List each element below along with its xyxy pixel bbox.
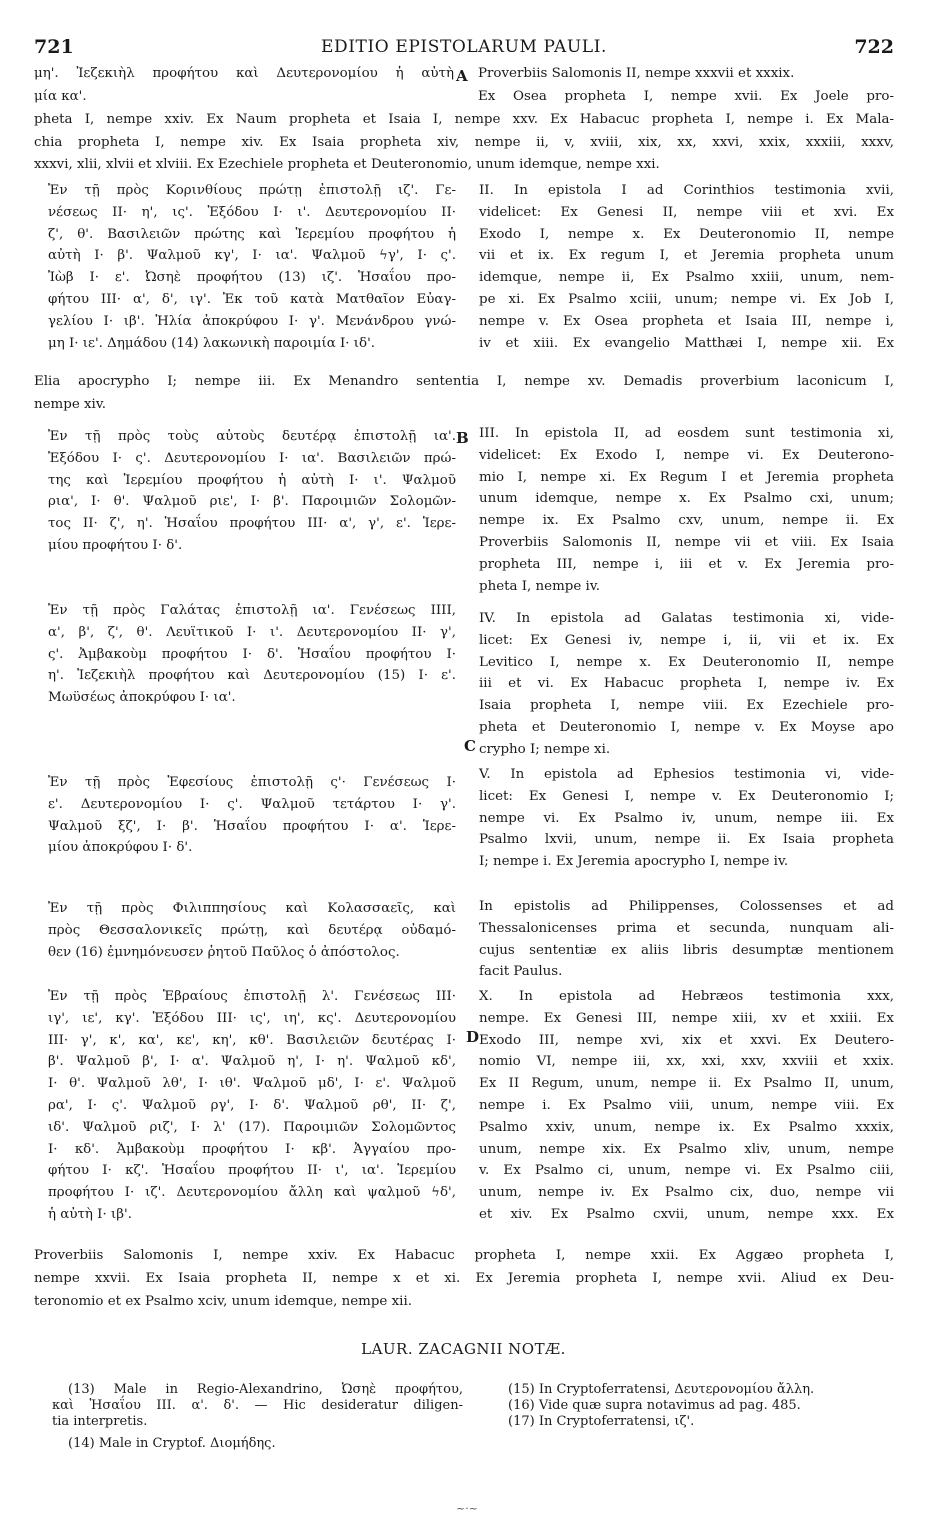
intro-line: pheta I, nempe xxiv. Ex Naum propheta et Isaia I, nempe xxv. Ex Habacuc propheta I, nempe i. Ex Mala- [34, 112, 894, 127]
greek-column-line: Ἐν τῇ πρὸς Γαλάτας ἐπιστολῇ ια'. Γενέσεως ΙΙΙΙ, [48, 603, 456, 618]
latin-column-line: nempe ix. Ex Psalmo cxv, unum, nempe ii. Ex [479, 513, 894, 529]
running-header [34, 36, 894, 62]
greek-column-line: ρα', Ι· ς'. Ψαλμοῦ ργ', Ι· δ'. Ψαλμοῦ ρθ', ΙΙ· ζ', [48, 1098, 456, 1113]
greek-column-line: γελίου Ι· ιβ'. Ἠλία ἀποκρύφου Ι· γ'. Μενάνδρου γνώ- [48, 313, 456, 329]
intro-line: μία κα'. [34, 89, 87, 104]
latin-column-line: nempe vi. Ex Psalmo iv, unum, nempe iii. Ex [479, 810, 894, 826]
latin-column-line: idemque, nempe ii, Ex Psalmo xxiii, unum, nem- [479, 270, 894, 286]
margin-letter-d: D [466, 1028, 480, 1046]
greek-column-line: Ἐν τῇ πρὸς Φιλιππησίους καὶ Κολασσαεῖς, καὶ [48, 901, 456, 916]
full-width-line: teronomio et ex Psalmo xciv, unum idemque, nempe xii. [34, 1294, 412, 1309]
latin-column-line: Proverbiis Salomonis II, nempe vii et viii. Ex Isaia [479, 535, 894, 550]
latin-column-line: licet: Ex Genesi I, nempe v. Ex Deuteronomio I; [479, 788, 894, 804]
latin-column-line: nempe i. Ex Psalmo viii, unum, nempe viii. Ex [479, 1098, 894, 1113]
latin-column-line: propheta III, nempe i, iii et v. Ex Jeremia pro- [479, 556, 894, 572]
latin-column-line: Ex II Regum, unum, nempe ii. Ex Psalmo II, unum, [479, 1076, 894, 1092]
full-width-line: nempe xxvii. Ex Isaia propheta II, nempe x et xi. Ex Jeremia propheta I, nempe xvii. Aliud ex Deu- [34, 1271, 894, 1286]
latin-column-line: videlicet: Ex Exodo I, nempe vi. Ex Deuterono- [479, 447, 894, 463]
latin-column-line: V. In epistola ad Ephesios testimonia vi, vide- [479, 767, 894, 782]
intro-line: chia propheta I, nempe xiv. Ex Isaia propheta xiv, nempe ii, v, xviii, xix, xx, xxvi, xxix, xxxiii, xxxv, [34, 134, 894, 150]
greek-column-line: ζ', θ'. Βασιλειῶν πρώτης καὶ Ἱερεμίου προφήτου ἡ [48, 226, 456, 242]
greek-column-line: ε'. Δευτερονομίου Ι· ς'. Ψαλμοῦ τετάρτου Ι· γ'. [48, 796, 456, 812]
greek-column-line: τος ΙΙ· ζ', η'. Ἡσαΐου προφήτου ΙΙΙ· α', γ', ε'. Ἱερε- [48, 516, 456, 532]
greek-column-line: Ἐν τῇ πρὸς τοὺς αὐτοὺς δευτέρᾳ ἐπιστολῇ ια'. [48, 429, 456, 444]
greek-column-line: θεν (16) ἐμνημόνευσεν ῥητοῦ Παῦλος ὁ ἀπόστολος. [48, 944, 400, 960]
greek-column-line: Ψαλμοῦ ξζ', Ι· β'. Ἡσαΐου προφήτου Ι· α'. Ἱερε- [48, 818, 456, 834]
footnote-line: (16) Vide quæ supra notavimus ad pag. 485. [508, 1398, 801, 1413]
full-width-line: Elia apocrypho I; nempe iii. Ex Menandro sententia I, nempe xv. Demadis proverbium laconicum I, [34, 374, 894, 389]
greek-column-line: προφήτου Ι· ιζ'. Δευτερονομίου ἄλλη καὶ ψαλμοῦ ϟδ', [48, 1185, 456, 1201]
right-page-number: 722 [854, 36, 894, 58]
latin-column-line: Exodo III, nempe xvi, xix et xxvi. Ex Deutero- [479, 1032, 894, 1048]
latin-column-line: I; nempe i. Ex Jeremia apocrypho I, nempe iv. [479, 854, 789, 870]
latin-column-line: et xiv. Ex Psalmo cxvii, unum, nempe xxx. Ex [479, 1207, 894, 1222]
greek-column-line: Μωϋσέως ἀποκρύφου Ι· ια'. [48, 690, 236, 706]
notes-heading: LAUR. ZACAGNII NOTÆ. [361, 1340, 566, 1358]
intro-line: μη'. Ἰεζεκιὴλ προφήτου καὶ Δευτερονομίου ἡ αὐτὴ [34, 66, 454, 81]
greek-column-line: α', β', ζ', θ'. Λευϊτικοῦ Ι· ι'. Δευτερονομίου ΙΙ· γ', [48, 624, 456, 640]
latin-column-line: nempe v. Ex Osea propheta et Isaia III, nempe i, [479, 313, 894, 329]
greek-column-line: ιδ'. Ψαλμοῦ ριζ', Ι· λ' (17). Παροιμιῶν Σολομῶντος [48, 1119, 456, 1135]
intro-line: Proverbiis Salomonis II, nempe xxxvii et xxxix. [478, 66, 795, 81]
greek-column-line: Ἰὼβ Ι· ε'. Ὠσηὲ προφήτου (13) ιζ'. Ἡσαΐου προ- [48, 270, 456, 286]
footnote-line: καὶ Ἡσαΐου ΙΙΙ. α'. δ'. — Hic desideratur diligen- [52, 1398, 463, 1413]
footnote-line: (17) In Cryptoferratensi, ιζ'. [508, 1414, 695, 1429]
greek-column-line: μίου ἀποκρύφου Ι· δ'. [48, 840, 193, 856]
latin-column-line: IV. In epistola ad Galatas testimonia xi, vide- [479, 611, 894, 626]
latin-column-line: pheta I, nempe iv. [479, 578, 601, 594]
latin-column-line: nempe. Ex Genesi III, nempe xiii, xv et xxiii. Ex [479, 1010, 894, 1026]
latin-column-line: videlicet: Ex Genesi II, nempe viii et xvi. Ex [479, 204, 894, 220]
margin-letter-a: A [456, 67, 468, 85]
full-width-line: nempe xiv. [34, 397, 107, 412]
footnote-line: (13) Male in Regio-Alexandrino, Ὠσηὲ προφήτου, [68, 1382, 463, 1397]
latin-column-line: X. In epistola ad Hebræos testimonia xxx, [479, 989, 894, 1004]
margin-letter-c: C [464, 737, 476, 755]
latin-column-line: In epistolis ad Philippenses, Colossenses et ad [479, 899, 894, 914]
latin-column-line: crypho I; nempe xi. [479, 741, 611, 757]
latin-column-line: unum idemque, nempe x. Ex Psalmo cxi, unum; [479, 491, 894, 507]
greek-column-line: η'. Ἰεζεκιὴλ προφήτου καὶ Δευτερονομίου (15) Ι· ε'. [48, 668, 456, 684]
greek-column-line: Ι· θ'. Ψαλμοῦ λθ', Ι· ιθ'. Ψαλμοῦ μδ', Ι· ε'. Ψαλμοῦ [48, 1076, 456, 1092]
greek-column-line: μίου προφήτου Ι· δ'. [48, 538, 183, 553]
full-width-line: Proverbiis Salomonis I, nempe xxiv. Ex Habacuc propheta I, nempe xxii. Ex Aggæo propheta I, [34, 1248, 894, 1263]
latin-column-line: iv et xiii. Ex evangelio Matthæi I, nempe xii. Ex [479, 335, 894, 351]
latin-column-line: mio I, nempe xi. Ex Regum I et Jeremia propheta [479, 469, 894, 485]
footnote-line: (14) Male in Cryptof. Διομήδης. [68, 1436, 276, 1451]
latin-column-line: licet: Ex Genesi iv, nempe i, ii, vii et ix. Ex [479, 632, 894, 648]
latin-column-line: Psalmo lxvii, unum, nempe ii. Ex Isaia propheta [479, 832, 894, 848]
latin-column-line: nomio VI, nempe iii, xx, xxi, xxv, xxviii et xxix. [479, 1054, 894, 1070]
latin-column-line: Levitico I, nempe x. Ex Deuteronomio II, nempe [479, 654, 894, 670]
greek-column-line: Ἐν τῇ πρὸς Ἐφεσίους ἐπιστολῇ ς'· Γενέσεως Ι· [48, 775, 456, 790]
latin-column-line: Thessalonicenses prima et secunda, nunquam ali- [479, 920, 894, 936]
latin-column-line: Exodo I, nempe x. Ex Deuteronomio II, nempe [479, 226, 894, 242]
greek-column-line: φήτου Ι· κζ'. Ἡσαΐου προφήτου ΙΙ· ι', ια'. Ἱερεμίου [48, 1163, 456, 1179]
greek-column-line: Ἐν τῇ πρὸς Ἑβραίους ἐπιστολῇ λ'. Γενέσεως ΙΙΙ· [48, 989, 456, 1004]
latin-column-line: pheta et Deuteronomio I, nempe v. Ex Moyse apo [479, 720, 894, 735]
greek-column-line: ς'. Ἀμβακοὺμ προφήτου Ι· δ'. Ἡσαΐου προφήτου Ι· [48, 646, 456, 662]
margin-letter-b: B [456, 429, 469, 447]
greek-column-line: ρια', Ι· θ'. Ψαλμοῦ ριε', Ι· β'. Παροιμιῶν Σολομῶν- [48, 494, 456, 510]
greek-column-line: πρὸς Θεσσαλονικεῖς πρώτῃ, καὶ δευτέρᾳ οὐδαμό- [48, 922, 456, 938]
greek-column-line: Ι· κδ'. Ἀμβακοὺμ προφήτου Ι· κβ'. Ἀγγαίου προ- [48, 1141, 456, 1157]
latin-column-line: Psalmo xxiv, unum, nempe ix. Ex Psalmo xxxix, [479, 1119, 894, 1135]
intro-line: Ex Osea propheta I, nempe xvii. Ex Joele pro- [478, 89, 894, 104]
intro-line: xxxvi, xlii, xlvii et xlviii. Ex Ezechiele propheta et Deuteronomio, unum idemque, nempe xxi. [34, 157, 660, 172]
greek-column-line: ιγ', ιε', κγ'. Ἐξόδου ΙΙΙ· ις', ιη', κς'. Δευτερονομίου [48, 1010, 456, 1026]
greek-column-line: ΙΙΙ· γ', κ', κα', κε', κη', κθ'. Βασιλειῶν δευτέρας Ι· [48, 1032, 456, 1048]
greek-column-line: νέσεως ΙΙ· η', ις'. Ἐξόδου Ι· ι'. Δευτερονομίου ΙΙ· [48, 204, 456, 220]
greek-column-line: β'. Ψαλμοῦ β', Ι· α'. Ψαλμοῦ η', Ι· η'. Ψαλμοῦ κδ', [48, 1054, 456, 1070]
greek-column-line: μη Ι· ιε'. Δημάδου (14) λακωνικὴ παροιμία Ι· ιδ'. [48, 335, 376, 351]
latin-column-line: facit Paulus. [479, 964, 563, 980]
end-ornament: ~·~ [456, 1502, 478, 1515]
footnote-line: (15) In Cryptoferratensi, Δευτερονομίου ἄλλη. [508, 1382, 815, 1397]
running-title: EDITIO EPISTOLARUM PAULI. [320, 37, 608, 57]
latin-column-line: cujus sententiæ ex aliis libris desumptæ mentionem [479, 942, 894, 958]
latin-column-line: iii et vi. Ex Habacuc propheta I, nempe iv. Ex [479, 676, 894, 692]
greek-column-line: ἡ αὐτὴ Ι· ιβ'. [48, 1207, 132, 1222]
latin-column-line: Isaia propheta I, nempe viii. Ex Ezechiele pro- [479, 698, 894, 714]
latin-column-line: unum, nempe iv. Ex Psalmo cix, duo, nempe vii [479, 1185, 894, 1201]
greek-column-line: αὐτὴ Ι· β'. Ψαλμοῦ κγ', Ι· ια'. Ψαλμοῦ ϟγ', Ι· ς'. [48, 248, 456, 264]
latin-column-line: III. In epistola II, ad eosdem sunt testimonia xi, [479, 426, 894, 441]
latin-column-line: unum, nempe xix. Ex Psalmo xliv, unum, nempe [479, 1141, 894, 1157]
latin-column-line: v. Ex Psalmo ci, unum, nempe vi. Ex Psalmo ciii, [479, 1163, 894, 1179]
left-page-number: 721 [34, 36, 74, 58]
greek-column-line: Ἐν τῇ πρὸς Κορινθίους πρώτῃ ἐπιστολῇ ιζ'. Γε- [48, 183, 456, 198]
greek-column-line: της καὶ Ἱερεμίου προφήτου ἡ αὐτὴ Ι· ι'. Ψαλμοῦ [48, 472, 456, 488]
footnote-line: tia interpretis. [52, 1414, 148, 1429]
greek-column-line: Ἐξόδου Ι· ς'. Δευτερονομίου Ι· ια'. Βασιλειῶν πρώ- [48, 450, 456, 466]
greek-column-line: φήτου ΙΙΙ· α', δ', ιγ'. Ἐκ τοῦ κατὰ Ματθαῖον Εὐαγ- [48, 292, 456, 307]
latin-column-line: vii et ix. Ex regum I, et Jeremia propheta unum [479, 248, 894, 264]
latin-column-line: pe xi. Ex Psalmo xciii, unum; nempe vi. Ex Job I, [479, 292, 894, 307]
latin-column-line: II. In epistola I ad Corinthios testimonia xvii, [479, 183, 894, 198]
